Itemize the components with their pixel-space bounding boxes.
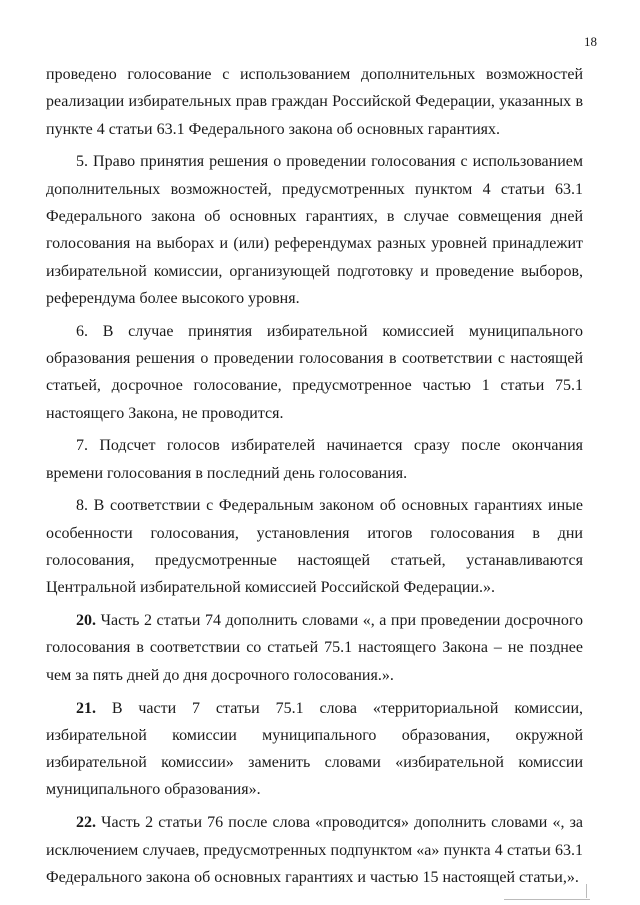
item-number: 21. bbox=[76, 699, 96, 717]
paragraph-text: проведено голосование с использованием дополнительных возможностей реализации избирательных прав граждан Российской Федерации, указанных в пункте 4 статьи 63.1 Федерального закона об основных гарантиях. bbox=[46, 66, 583, 138]
paragraph-text: 5. Право принятия решения о проведении голосования с использованием дополнительных возможностей, предусмотренных пунктом 4 статьи 63.1 Федерального закона об основных гарантиях, в случае совмещения дней голосования на выборах и (или) референдумах разных уровней принадлежит избирательной комиссии, организующей подготовку и проведение выборов, референдума более высокого уровня. bbox=[46, 153, 583, 307]
paragraph-text: 7. Подсчет голосов избирателей начинается сразу после окончания времени голосования в последний день голосования. bbox=[46, 437, 583, 482]
paragraph-clause-7 bbox=[46, 432, 583, 487]
paragraph-text: 8. В соответствии с Федеральным законом об основных гарантиях иные особенности голосования, установления итогов голосования в дни голосования, предусмотренные настоящей статьей, устанавливаются Центральной избирательной комиссией Российской Федерации.». bbox=[46, 497, 583, 597]
scan-artifact-mark bbox=[504, 899, 590, 900]
item-number: 22. bbox=[76, 814, 96, 832]
paragraph-item-22 bbox=[46, 809, 583, 891]
paragraph-text: 6. В случае принятия избирательной комиссией муниципального образования решения о проведении голосования в соответствии с настоящей статьей, досрочное голосование, предусмотренное частью 1 статьи 75.1 настоящего Закона, не проводится. bbox=[46, 322, 583, 422]
paragraph-continuation bbox=[46, 61, 583, 143]
document-body bbox=[46, 61, 583, 897]
paragraph-clause-5 bbox=[46, 148, 583, 312]
paragraph-clause-6 bbox=[46, 318, 583, 427]
item-number: 20. bbox=[76, 612, 96, 630]
paragraph-text: Часть 2 статьи 74 дополнить словами «, а при проведении досрочного голосования в соответствии со статьей 75.1 настоящего Закона – не позднее чем за пять дней до дня досрочного голосования.». bbox=[46, 612, 584, 684]
paragraph-text: Часть 2 статьи 76 после слова «проводится» дополнить словами «, за исключением случаев, предусмотренных подпунктом «а» пункта 4 статьи 63.1 Федерального закона об основных гарантиях и частью 15 настоящей статьи,». bbox=[46, 814, 584, 886]
paragraph-clause-8 bbox=[46, 492, 583, 601]
scan-artifact-mark bbox=[586, 884, 587, 898]
paragraph-item-21 bbox=[46, 695, 583, 804]
paragraph-item-20 bbox=[46, 607, 583, 689]
paragraph-text: В части 7 статьи 75.1 слова «территориальной комиссии, избирательной комиссии муниципального образования, окружной избирательной комиссии» заменить словами «избирательной комиссии муниципального образования». bbox=[46, 699, 584, 799]
page-number: 18 bbox=[584, 34, 597, 49]
